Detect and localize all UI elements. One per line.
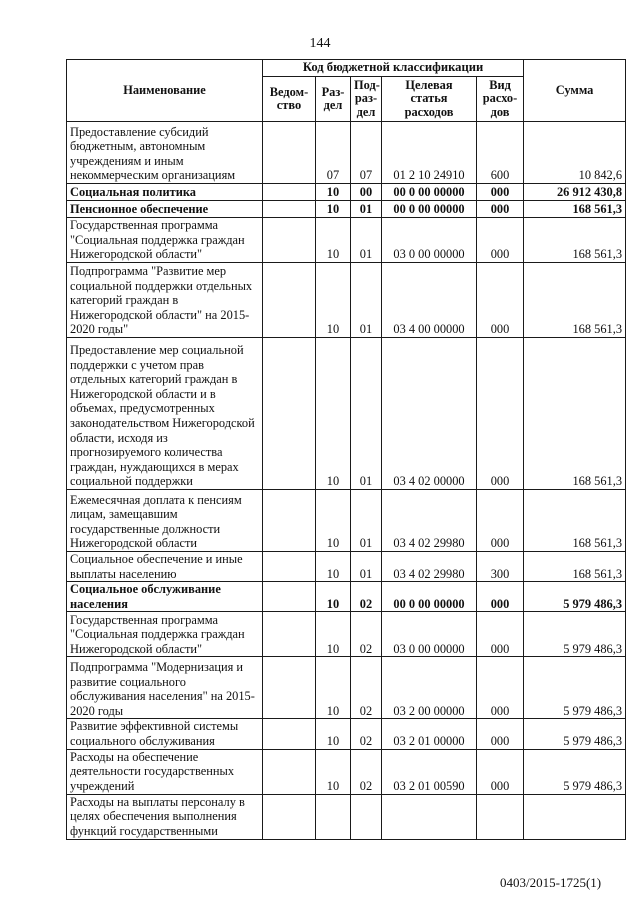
row-amount: 168 561,3 <box>524 552 626 582</box>
row-amount: 5 979 486,3 <box>524 657 626 719</box>
header-subsection: Под- раз- дел <box>351 77 382 122</box>
row-department <box>263 749 316 794</box>
row-department <box>263 122 316 184</box>
row-section: 10 <box>316 263 351 338</box>
row-subsection: 02 <box>351 719 382 749</box>
row-subsection: 01 <box>351 338 382 490</box>
table-row <box>67 719 626 749</box>
table-row <box>67 612 626 657</box>
table-header <box>67 60 626 122</box>
row-subsection: 01 <box>351 218 382 263</box>
row-expense-type <box>477 794 524 839</box>
row-expense-type: 000 <box>477 719 524 749</box>
table-row <box>67 582 626 612</box>
row-subsection: 00 <box>351 184 382 201</box>
row-target-item: 03 4 02 00000 <box>382 338 477 490</box>
row-target-item: 00 0 00 00000 <box>382 184 477 201</box>
row-subsection: 02 <box>351 582 382 612</box>
row-amount: 168 561,3 <box>524 490 626 552</box>
row-subsection: 07 <box>351 122 382 184</box>
table-row <box>67 201 626 218</box>
row-subsection: 02 <box>351 749 382 794</box>
row-expense-type: 000 <box>477 749 524 794</box>
row-subsection: 01 <box>351 201 382 218</box>
row-section: 10 <box>316 582 351 612</box>
row-amount: 5 979 486,3 <box>524 719 626 749</box>
table-row <box>67 122 626 184</box>
row-amount <box>524 794 626 839</box>
row-department <box>263 582 316 612</box>
row-name: Государственная программа "Социальная поддержка граждан Нижегородской области" <box>67 218 263 263</box>
table-row <box>67 749 626 794</box>
row-target-item: 03 0 00 00000 <box>382 218 477 263</box>
row-name: Предоставление субсидий бюджетным, автономным учреждениям и иным некоммерческим организациям <box>67 122 263 184</box>
document-code: 0403/2015-1725(1) <box>500 875 602 890</box>
row-section: 10 <box>316 719 351 749</box>
row-target-item: 01 2 10 24910 <box>382 122 477 184</box>
table-row <box>67 490 626 552</box>
row-subsection <box>351 794 382 839</box>
row-amount: 5 979 486,3 <box>524 749 626 794</box>
row-amount: 168 561,3 <box>524 201 626 218</box>
row-target-item: 03 2 01 00590 <box>382 749 477 794</box>
row-amount: 168 561,3 <box>524 218 626 263</box>
row-section <box>316 794 351 839</box>
row-section: 10 <box>316 552 351 582</box>
row-section: 10 <box>316 612 351 657</box>
row-section: 10 <box>316 201 351 218</box>
header-department: Ведом- ство <box>263 77 316 122</box>
row-expense-type: 300 <box>477 552 524 582</box>
row-department <box>263 218 316 263</box>
table-row <box>67 657 626 719</box>
row-expense-type: 600 <box>477 122 524 184</box>
row-name: Предоставление мер социальной поддержки с учетом прав отдельных категорий граждан в Нижегородской области и в объемах, предусмотренных законодательством Нижегородской области, исходя из прогнозируемого количества граждан, нуждающихся в мерах социальной поддержки <box>67 338 263 490</box>
row-name: Социальная политика <box>67 184 263 201</box>
row-section: 10 <box>316 657 351 719</box>
row-section: 07 <box>316 122 351 184</box>
row-amount: 5 979 486,3 <box>524 582 626 612</box>
row-expense-type: 000 <box>477 582 524 612</box>
table-body <box>67 122 626 840</box>
row-amount: 168 561,3 <box>524 263 626 338</box>
table-row <box>67 184 626 201</box>
header-target-item: Целевая статья расходов <box>382 77 477 122</box>
header-amount: Сумма <box>524 60 626 122</box>
row-expense-type: 000 <box>477 263 524 338</box>
row-expense-type: 000 <box>477 184 524 201</box>
row-section: 10 <box>316 338 351 490</box>
row-section: 10 <box>316 218 351 263</box>
row-name: Пенсионное обеспечение <box>67 201 263 218</box>
row-name: Ежемесячная доплата к пенсиям лицам, замещавшим государственные должности Нижегородской области <box>67 490 263 552</box>
header-section: Раз- дел <box>316 77 351 122</box>
row-department <box>263 338 316 490</box>
row-department <box>263 201 316 218</box>
row-section: 10 <box>316 749 351 794</box>
row-name: Социальное обеспечение и иные выплаты населению <box>67 552 263 582</box>
row-amount: 5 979 486,3 <box>524 612 626 657</box>
row-target-item: 03 2 01 00000 <box>382 719 477 749</box>
row-expense-type: 000 <box>477 218 524 263</box>
row-target-item: 03 2 00 00000 <box>382 657 477 719</box>
row-name: Подпрограмма "Развитие мер социальной поддержки отдельных категорий граждан в Нижегородской области" на 2015-2020 годы" <box>67 263 263 338</box>
row-name: Расходы на обеспечение деятельности государственных учреждений <box>67 749 263 794</box>
row-department <box>263 794 316 839</box>
budget-table <box>66 59 626 840</box>
row-department <box>263 552 316 582</box>
row-expense-type: 000 <box>477 201 524 218</box>
row-target-item: 03 4 02 29980 <box>382 490 477 552</box>
header-expense-type: Вид расхо- дов <box>477 77 524 122</box>
row-department <box>263 612 316 657</box>
row-subsection: 01 <box>351 552 382 582</box>
row-section: 10 <box>316 184 351 201</box>
row-expense-type: 000 <box>477 490 524 552</box>
table-row <box>67 552 626 582</box>
row-subsection: 02 <box>351 612 382 657</box>
row-target-item: 03 4 02 29980 <box>382 552 477 582</box>
row-amount: 26 912 430,8 <box>524 184 626 201</box>
row-name: Расходы на выплаты персоналу в целях обеспечения выполнения функций государственными <box>67 794 263 839</box>
row-name: Государственная программа "Социальная поддержка граждан Нижегородской области" <box>67 612 263 657</box>
row-department <box>263 263 316 338</box>
row-name: Социальное обслуживание населения <box>67 582 263 612</box>
table-row <box>67 794 626 839</box>
row-name: Развитие эффективной системы социального обслуживания <box>67 719 263 749</box>
header-classification-group: Код бюджетной классификации <box>263 60 524 77</box>
table-row <box>67 338 626 490</box>
row-expense-type: 000 <box>477 338 524 490</box>
row-target-item: 03 0 00 00000 <box>382 612 477 657</box>
row-subsection: 02 <box>351 657 382 719</box>
row-department <box>263 490 316 552</box>
header-name: Наименование <box>67 60 263 122</box>
row-expense-type: 000 <box>477 657 524 719</box>
table-row <box>67 218 626 263</box>
table-row <box>67 263 626 338</box>
row-section: 10 <box>316 490 351 552</box>
row-target-item: 00 0 00 00000 <box>382 582 477 612</box>
page-number: 144 <box>309 36 331 51</box>
row-department <box>263 657 316 719</box>
row-subsection: 01 <box>351 490 382 552</box>
row-department <box>263 719 316 749</box>
row-target-item: 03 4 00 00000 <box>382 263 477 338</box>
row-subsection: 01 <box>351 263 382 338</box>
row-target-item <box>382 794 477 839</box>
row-expense-type: 000 <box>477 612 524 657</box>
row-target-item: 00 0 00 00000 <box>382 201 477 218</box>
row-department <box>263 184 316 201</box>
row-name: Подпрограмма "Модернизация и развитие социального обслуживания населения" на 2015-2020 годы <box>67 657 263 719</box>
row-amount: 168 561,3 <box>524 338 626 490</box>
row-amount: 10 842,6 <box>524 122 626 184</box>
